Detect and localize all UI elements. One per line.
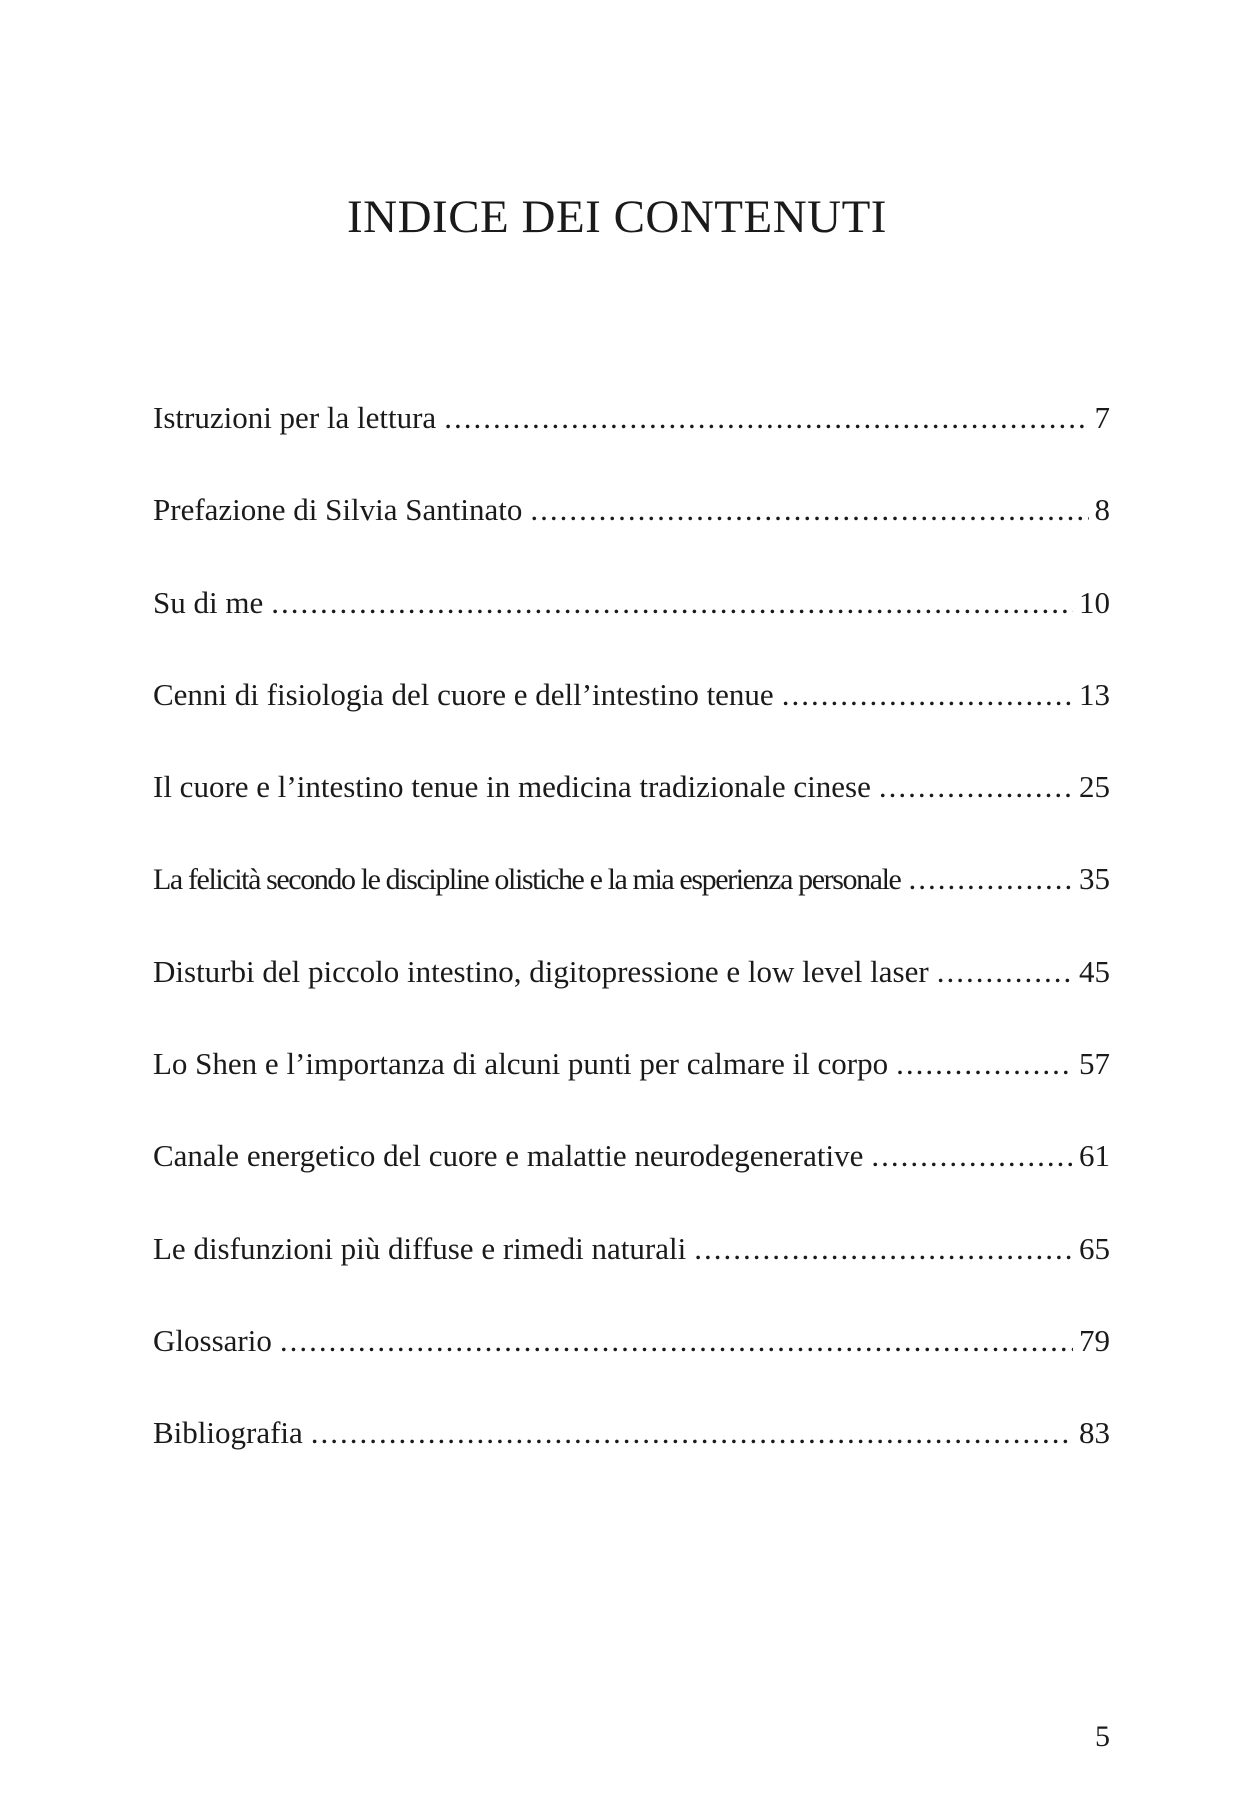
dot-leader (530, 492, 1088, 528)
toc-entry-page: 65 (1079, 1230, 1110, 1266)
toc-entry[interactable] (153, 1138, 1110, 1230)
toc-entry-page: 61 (1079, 1138, 1110, 1174)
toc-entry[interactable] (153, 1046, 1110, 1138)
toc-entry-page: 25 (1079, 769, 1110, 805)
toc-entry-page: 83 (1079, 1415, 1110, 1451)
toc-entry[interactable] (153, 769, 1110, 861)
toc-entry-page: 79 (1079, 1322, 1110, 1358)
toc-entry-title: Glossario (153, 1322, 272, 1358)
toc-entry-title: Le disfunzioni più diffuse e rimedi naturali (153, 1230, 687, 1266)
dot-leader (694, 1231, 1073, 1267)
dot-leader (280, 1323, 1073, 1359)
page-title: INDICE DEI CONTENUTI (347, 191, 887, 243)
toc-entry-page: 7 (1094, 400, 1110, 435)
toc-entry[interactable] (153, 585, 1110, 677)
toc-entry[interactable] (153, 400, 1110, 492)
toc-entry-page: 8 (1094, 492, 1110, 528)
toc-entry-title: Istruzioni per la lettura (153, 400, 437, 435)
page-number: 5 (1095, 1720, 1110, 1753)
dot-leader (879, 769, 1073, 805)
dot-leader (782, 677, 1073, 713)
toc-entry-page: 13 (1079, 676, 1110, 712)
toc-entry[interactable] (153, 1323, 1110, 1415)
dot-leader (444, 400, 1088, 436)
dot-leader (896, 1046, 1073, 1082)
toc-entry[interactable] (153, 954, 1110, 1046)
toc-entry[interactable] (153, 492, 1110, 584)
toc-entry[interactable] (153, 861, 1110, 953)
dot-leader (937, 954, 1073, 990)
dot-leader (908, 861, 1073, 897)
toc-entry-page: 35 (1079, 861, 1110, 897)
toc-entry-title: Disturbi del piccolo intestino, digitopressione e low level laser (153, 953, 929, 989)
table-of-contents (153, 400, 1110, 1508)
toc-entry-title: Prefazione di Silvia Santinato (153, 492, 523, 528)
toc-entry-page: 10 (1079, 584, 1110, 620)
toc-entry[interactable] (153, 677, 1110, 769)
toc-entry-page: 45 (1079, 953, 1110, 989)
dot-leader (271, 585, 1073, 621)
toc-entry-page: 57 (1079, 1046, 1110, 1082)
toc-entry-title: Lo Shen e l’importanza di alcuni punti per calmare il corpo (153, 1046, 889, 1082)
toc-entry[interactable] (153, 1231, 1110, 1323)
toc-entry-title: La felicità secondo le discipline olistiche e la mia esperienza personale (153, 863, 901, 897)
dot-leader (871, 1138, 1073, 1174)
toc-entry-title: Canale energetico del cuore e malattie neurodegenerative (153, 1138, 864, 1174)
toc-entry-title: Il cuore e l’intestino tenue in medicina tradizionale cinese (153, 769, 871, 805)
toc-entry-title: Su di me (153, 584, 264, 620)
dot-leader (311, 1415, 1073, 1451)
toc-entry-title: Bibliografia (153, 1415, 303, 1451)
toc-entry-title: Cenni di fisiologia del cuore e dell’intestino tenue (153, 676, 774, 712)
toc-entry[interactable] (153, 1415, 1110, 1507)
